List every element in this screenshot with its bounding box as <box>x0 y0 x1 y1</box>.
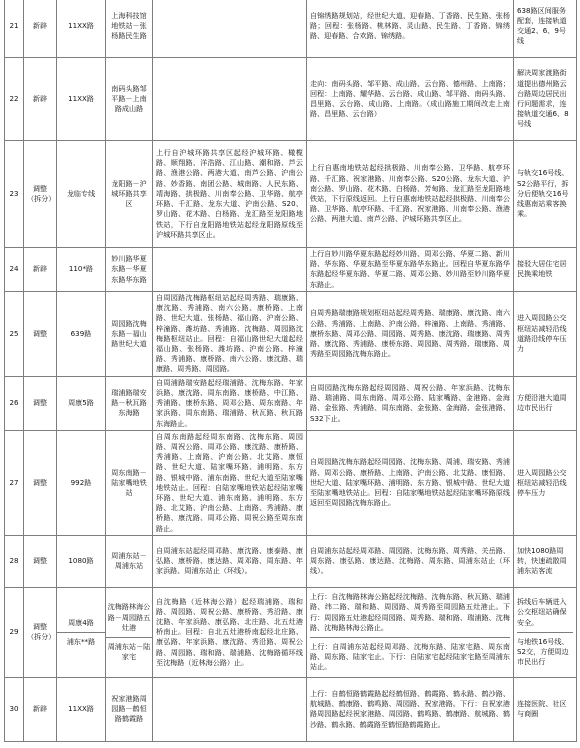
row-number: 26 <box>5 376 24 430</box>
row-type: 新辟 <box>24 677 57 741</box>
route-terminals: 周东南路－陆家嘴地铁站 <box>106 430 153 535</box>
route-name: 11XX路 <box>57 677 106 741</box>
row-number: 27 <box>5 430 24 535</box>
route-note <box>514 587 577 677</box>
row-type: 调整 <box>24 535 57 587</box>
route-terminals: 南码头路邹平路－上南路成山路 <box>106 58 153 141</box>
table-row <box>5 141 577 248</box>
route-name-main: 龙临专线 <box>66 188 96 198</box>
route-note: 解决周家渡路街道提出德州路云台路周边居民出行问题需求，连接轨道交通6、8号线 <box>514 58 577 141</box>
route-new-description: 上行：自鹤恒路鹤霞路起经鹤恒路、鹤霞路、鹤永路、鹤沙路、航城路、鹤康路、鹤鸣路、周园路、祝家港路。下行：自祝家港路周园路起经祝家港路、周园路、鹤鸣路、鹤康路、航城路、鹤沙路、鹤永路、鹤霞路至鹤恒路鹤霞路止。 <box>307 677 514 741</box>
table-row <box>5 677 577 741</box>
row-number: 28 <box>5 535 24 587</box>
row-number: 24 <box>5 248 24 292</box>
route-terminals: 上海科技馆地铁站－张杨路民生路 <box>106 0 153 58</box>
route-note: 与轨交16号线、S2公路平行，拆分后便轨交16号线惠南站乘客换乘。 <box>514 141 577 248</box>
route-note: 加快1080路周转，快速疏散周浦东站客流 <box>514 535 577 587</box>
table-row <box>5 376 577 430</box>
route-current-description <box>153 58 307 141</box>
route-current-description: 自沈梅路（近林海公路）起经瑞浦路、瑞和路、周园路、周祝公路、康桥路、秀沿路、康沈路、年家浜路、康弘路、北庄路、北五灶港桥南止。回程：自北五灶港桥南起经北庄路、康弘路、年家浜路、康沈路、秀沿路、周祝公路、周园路、瑞和路、瑞浦路、沈梅路循环线至沈梅路（近林海公路）止。 <box>153 587 307 677</box>
route-current-description: 自周浦路瑞安路起经瑞浦路、沈梅东路、年家浜路、康沈路、周东南路、康桥路、中江路、秀浦路、康桥东路、周邓公路、周东南路、年家浜路、周东南路、瑞浦路、秋瓦路、秋瓦路东海路止。 <box>153 376 307 430</box>
route-terminals: 祝家港路周园路－鹤恒路鹤霞路 <box>106 677 153 741</box>
route-name: 992路 <box>57 430 106 535</box>
row-number: 25 <box>5 291 24 376</box>
route-name: 11XX路 <box>57 58 106 141</box>
table-row <box>5 58 577 141</box>
row-type: 调整（拆分） <box>24 587 57 677</box>
row-type: 调整 <box>24 430 57 535</box>
route-terminals: 周园路沈梅东路－福山路世纪大道 <box>106 291 153 376</box>
table-row <box>5 248 577 292</box>
route-note-b: 与地铁16号线、S2交，方便周边市民出行 <box>517 636 569 667</box>
row-number: 29 <box>5 587 24 677</box>
route-terminals: 瑞浦路瑞安路－秋瓦路东海路 <box>106 376 153 430</box>
route-name: 110*路 <box>57 248 106 292</box>
route-new-description: 自周浦东站起经周邓路、周园路、沈梅东路、周秀路、关岳路、周东路、康弘路、康达路、沈梅路、周东路、周浦东站止（环线）。 <box>307 535 514 587</box>
table-row <box>5 291 577 376</box>
route-name <box>57 587 106 677</box>
row-type: 调整 <box>24 376 57 430</box>
row-type: 新辟 <box>24 0 57 58</box>
row-type: 新辟 <box>24 248 57 292</box>
route-current-description: 自周东南路起经周东南路、沈梅东路、周园路、周祝公路、周邓公路、康沈路、康桥路、秀浦路、上南路、沪南公路、北艾路、康恒路、世纪大道、陆家嘴环路、浦明路、东方路、银城中路、浦东南路、世纪大道至陆家嘴地铁站止。回程：自陆家嘴地铁站起经陆家嘴环路、世纪大道、浦东南路、浦明路、东方路、北艾路、沪南公路、上南路、秀浦路、康桥路、康沈路、周邓公路、周祝公路至周东南路止。 <box>153 430 307 535</box>
row-type: 调整（拆分） <box>24 141 57 248</box>
route-note-a: 拆线后车辆进入公交枢纽站确保安全。 <box>517 593 573 633</box>
route-note: 进入周园路公交枢纽站减轻沿线道路沿线停车压力 <box>514 291 577 376</box>
route-new-description: 自周秀路瑞康路规划枢纽站起经周秀路、瑞康路、康沈路、南六公路、秀浦路、上南路、沪南公路、梓潼路、上南路、秀浦路、康桥东路、周邓公路、周园路、周秀路、康沈路、瑞康路、周秀路、康沈路、秀浦路、康桥东路、周园路、周秀路、瑞康路、周秀路至周园路沈梅东路止。 <box>307 291 514 376</box>
route-new-description: 上行自惠南地铁站起经拱极路、川南奉公路、卫华路、航亭环路、千汇路、祝家港路、川南奉公路、S20公路、龙东大道、沪南公路、罗山路、花木路、白杨路、芳甸路、龙汇路至龙阳路地铁站，下行原线返回。上行自惠南地铁站起经拱极路、川南奉公路、卫华路、航亭环路、千汇路、祝家港路、川南奉公路、渔港公路、两港大道、南芦公路、沪城环路共享区止。 <box>307 141 514 248</box>
route-note: 进入周园路公交枢纽站减轻沿线停车压力 <box>514 430 577 535</box>
table-row <box>5 535 577 587</box>
route-current-description <box>153 248 307 292</box>
route-terminals: 妙川路华夏东路－华夏东路华东路 <box>106 248 153 292</box>
route-terminals-b: 周浦东站－陆家宅 <box>107 641 151 662</box>
row-type: 新辟 <box>24 58 57 141</box>
route-terminals <box>106 141 153 248</box>
route-name-a: 周康4路 <box>57 614 105 633</box>
route-new-description: 上行自妙川路华夏东路起经妙川路、周邓公路、华夏二路、新川路、华东路、华夏东路至华夏东路华东路止。回程自华夏东路华东路起经华夏东路、华夏二路、周邓公路、妙川路至妙川路华夏东路止。 <box>307 248 514 292</box>
row-number: 23 <box>5 141 24 248</box>
route-name <box>57 141 106 248</box>
route-new-description: 自锦绣路规划站，经世纪大道、迎春路、丁香路、民生路、张杨路；回程：张杨路、桃林路、灵山路、民生路、丁香路、锦绣路、迎春路、合欢路、锦绣路。 <box>307 0 514 58</box>
route-new-description-a: 上行：自沈梅路林海公路起经沈梅路、沈梅东路、秋瓦路、瑞浦路、纬二路、瑞和路、周园路、周秀路至周园路五灶港止。下行：周园路五灶港起经周园路、周秀路、瑞和路、瑞浦路、沈梅路、沈梅路林海公路止。 <box>310 588 510 638</box>
route-table <box>4 0 577 742</box>
row-number: 30 <box>5 677 24 741</box>
route-current-description <box>153 677 307 741</box>
row-number: 22 <box>5 58 24 141</box>
route-name: 1080路 <box>57 535 106 587</box>
route-current-description: 上行自沪城环路共享区起经沪城环路、橄榄路、顺翔路、洋浩路、江山路、潮和路、芦云路、渔港公路、两港大道、南芦公路、沪南公路、妙香路、南团公路、城南路、人民东路、靖海路、拱极路、川南奉公路、卫华路、航亭环路、千汇路、龙东大道、沪南公路、S20、罗山路、花木路、白杨路、龙汇路至龙阳路地铁站，下行自龙阳路地铁站起经龙阳路原线至沪城环路共享区止。 <box>153 141 307 248</box>
route-name: 639路 <box>57 291 106 376</box>
route-new-description: 走向：南码头路、邹平路、成山路、云台路、德州路、上南路；回程：上南路、耀华路、云台路、成山路、邹平路、南码头路、昌里路、云台路、成山路、上南路。（成山路施工期间改走上南路、昌里路、云台路） <box>307 58 514 141</box>
route-new-description-b: 上行：自周浦东站起经周邓路、沈梅东路、陆家宅路、周东南路、周东路、陆家宅止。下行：自陆家宅起经陆家宅路至周浦东站止。 <box>310 641 510 672</box>
route-name: 11XX路 <box>57 0 106 58</box>
route-name: 周康5路 <box>57 376 106 430</box>
row-number: 21 <box>5 0 24 58</box>
route-new-description <box>307 587 514 677</box>
route-note: 方便沿港大道周边市民出行 <box>514 376 577 430</box>
table-row <box>5 587 577 677</box>
route-new-description: 自周园路沈梅东路起经周园路、沈梅东路、周浦、瑞安路、秀浦路、周邓公路、康桥路、上南路、沪南公路、北艾路、康恒路、世纪大道、陆家嘴环路、浦明路、东方路、银城中路、世纪大道至陆家嘴地铁站止。回程：自陆家嘴地铁站起经陆家嘴环路原线返回至周园路沈梅东路止。 <box>307 430 514 535</box>
route-terminals: 周浦东站－周浦东站 <box>106 535 153 587</box>
table-row <box>5 0 577 58</box>
route-note: 接驳大居住宅居民换乘地铁 <box>514 248 577 292</box>
route-note: 连接医院、社区与商圈 <box>514 677 577 741</box>
route-terminals <box>106 587 153 677</box>
route-new-description: 自周园路沈梅东路起经周园路、周祝公路、年家浜路、沈梅东路、瑞浦路、周东南路、周邓公路、陆家嘴路、金港路、金海路、金张路、秀浦路、周东南路、金张路、金海路、金张港路、S32下止。 <box>307 376 514 430</box>
route-note: 638路区间服务配套，连接轨道交通2、6、9号线 <box>514 0 577 58</box>
route-terminals-new: 龙阳路－沪城环路共享区 <box>111 178 147 209</box>
row-type: 调整 <box>24 291 57 376</box>
table-row <box>5 430 577 535</box>
route-terminals-a: 沈梅路林海公路－周园路五灶港 <box>106 598 152 638</box>
route-current-description <box>153 0 307 58</box>
route-current-description: 自周浦东站起经周邓路、康沈路、康泰路、康弘路、康桥路、康达路、周邓路、周东路、年家浜路、周浦东站止（环线）。 <box>153 535 307 587</box>
route-current-description: 自周园路沈梅路枢纽站起经周秀路、瑞康路、康沈路、秀浦路、南六公路、康桥路、上南路、世纪大道、张杨路、福山路、沪南公路、梓潼路、潍坊路、秀浦路、沈梅路、周园路沈梅路枢纽站止。回程：自福山路世纪大道起经福山路、张杨路、潍坊路、沪南公路、梓潼路、秀浦路、康桥路、南六公路、康沈路、瑞康路、周秀路、周园路。 <box>153 291 307 376</box>
route-name-b: 浦东**路 <box>66 636 96 646</box>
